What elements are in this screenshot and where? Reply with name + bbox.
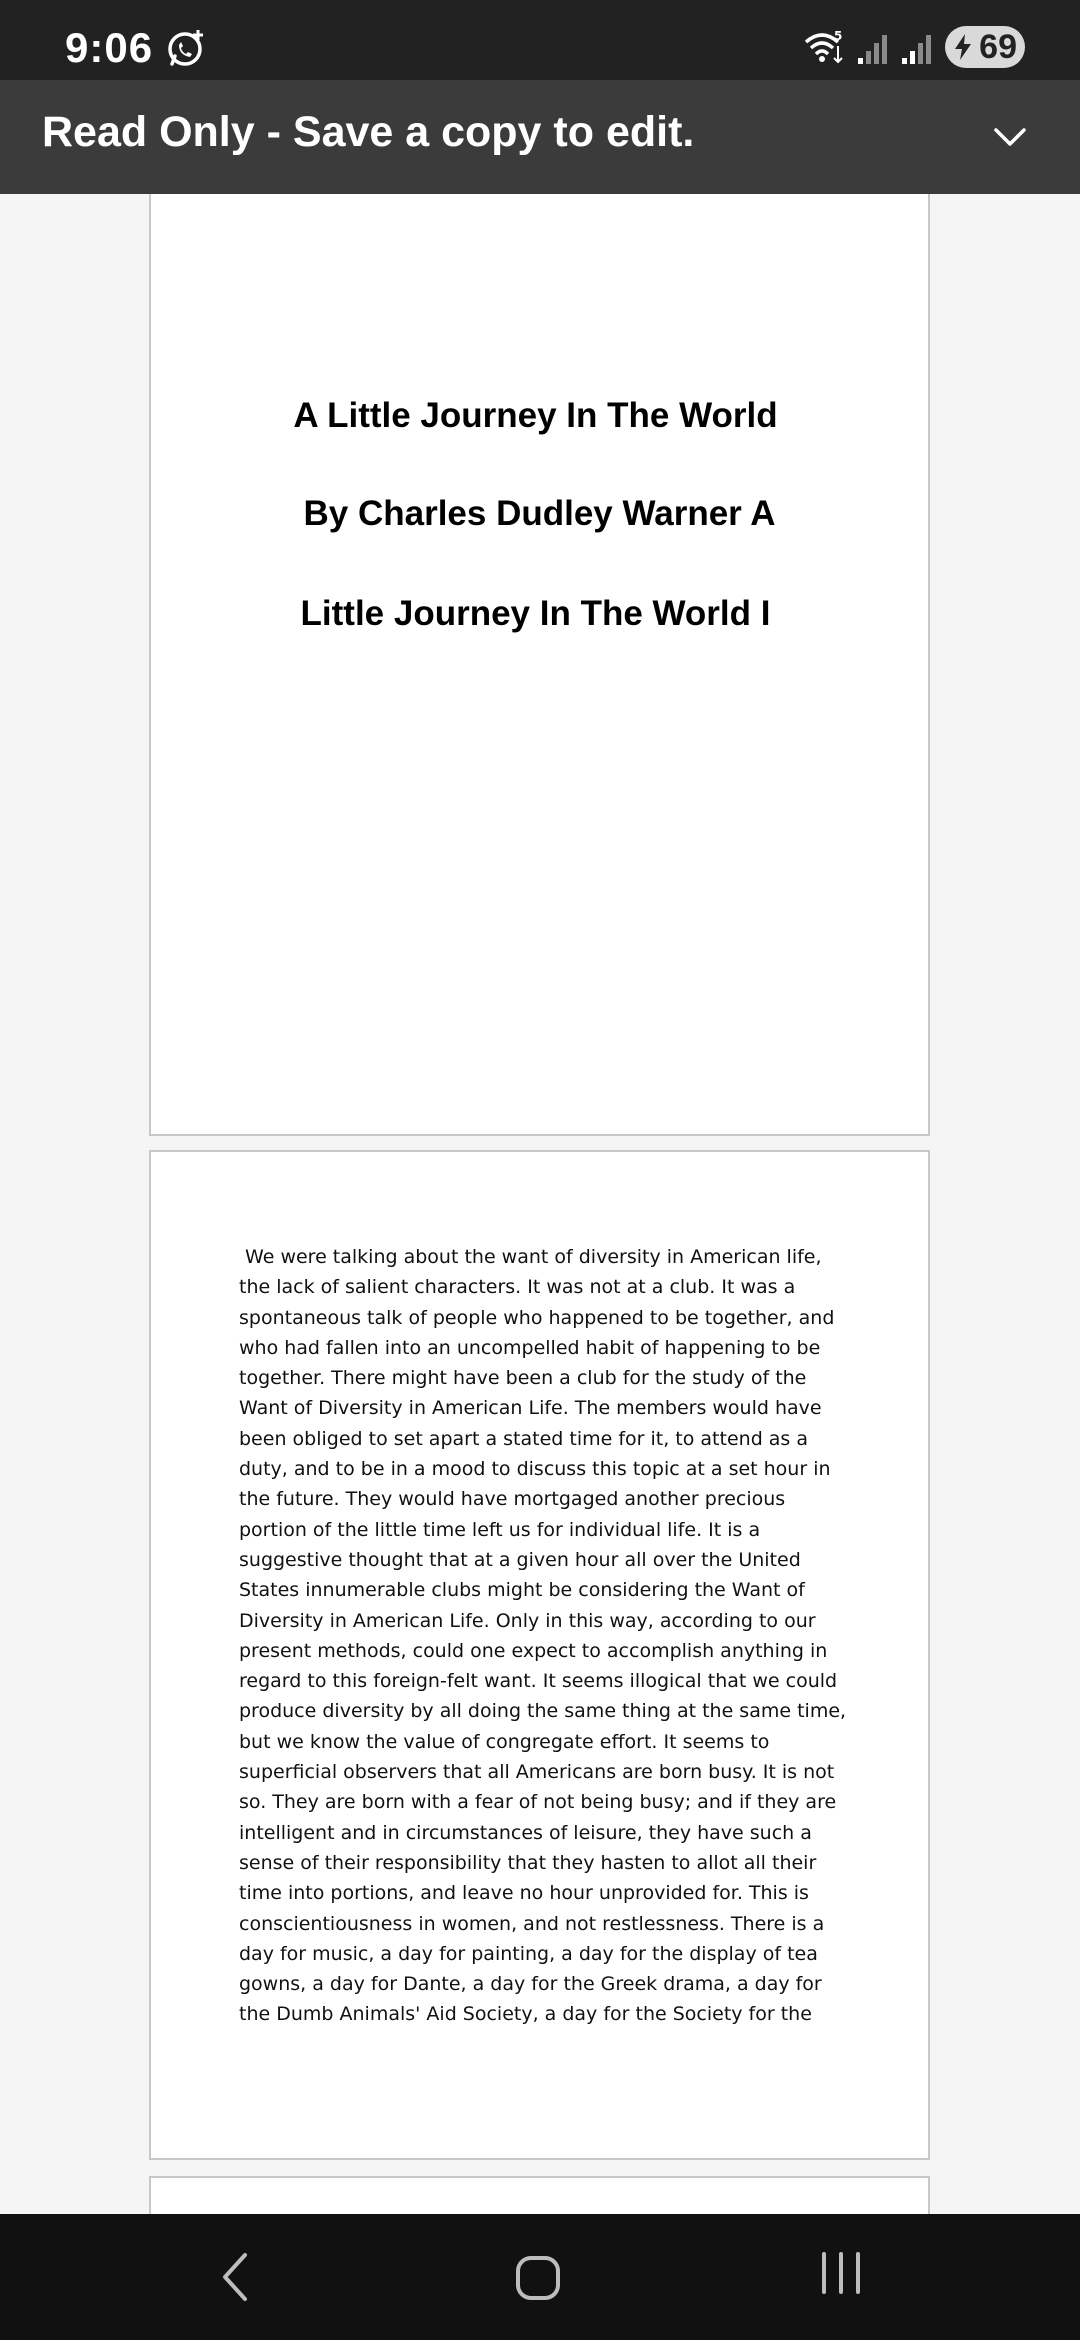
battery-indicator (945, 26, 1025, 68)
signal-icon (900, 32, 934, 66)
document-text-line: so. They are born with a fear of not being busy; and if they are (239, 1791, 837, 1814)
document-text-line: regard to this foreign-felt want. It seems illogical that we could (239, 1670, 838, 1693)
recents-icon[interactable] (818, 2250, 864, 2296)
read-only-banner (0, 80, 1080, 194)
document-text-line: States innumerable clubs might be considering the Want of (239, 1579, 805, 1602)
document-page (149, 194, 930, 1136)
document-text-line: gowns, a day for Dante, a day for the Greek drama, a day for (239, 1973, 822, 1996)
status-bar (0, 0, 1080, 80)
document-text-line: spontaneous talk of people who happened to be together, and (239, 1306, 835, 1329)
document-page (149, 1150, 930, 2160)
system-nav-bar (0, 2214, 1080, 2340)
document-title-line: A Little Journey In The World (293, 396, 778, 435)
document-text-line: the lack of salient characters. It was not at a club. It was a (239, 1276, 796, 1299)
whatsapp-icon (166, 28, 206, 68)
signal-icon (856, 32, 890, 66)
back-icon[interactable] (215, 2249, 255, 2305)
document-text-line: suggestive thought that at a given hour all over the United (239, 1548, 801, 1571)
document-text-line: conscientiousness in women, and not restlessness. There is a (239, 1912, 825, 1935)
document-text-line: but we know the value of congregate effort. It seems to (239, 1730, 770, 1753)
document-text-line: been obliged to set apart a stated time for it, to attend as a (239, 1427, 809, 1450)
svg-text:5: 5 (834, 29, 843, 43)
document-title-line: By Charles Dudley Warner A (303, 494, 776, 533)
status-time: 9:06 (65, 24, 154, 71)
document-text-line: the future. They would have mortgaged another precious (239, 1488, 786, 1511)
document-text-line: intelligent and in circumstances of leisure, they have such a (239, 1821, 812, 1844)
document-text-line: day for music, a day for painting, a day for the display of tea (239, 1942, 818, 1965)
document-text-line: together. There might have been a club for the study of the (239, 1367, 807, 1390)
document-title-line: Little Journey In The World I (300, 594, 771, 633)
document-body-text (239, 1242, 847, 2030)
document-viewer[interactable] (0, 194, 1080, 2214)
document-text-line: We were talking about the want of diversity in American life, (239, 1246, 822, 1268)
wifi-icon (804, 28, 848, 68)
document-text-line: who had fallen into an uncompelled habit of happening to be (239, 1336, 821, 1359)
document-text-line: portion of the little time left us for individual life. It is a (239, 1518, 761, 1541)
document-text-line: superficial observers that all Americans are born busy. It is not (239, 1761, 835, 1784)
document-text-line: the Dumb Animals' Aid Society, a day for the Society for the (239, 2003, 812, 2026)
document-text-line: duty, and to be in a mood to discuss this topic at a set hour in (239, 1458, 831, 1481)
home-icon[interactable] (514, 2254, 562, 2302)
document-text-line: sense of their responsibility that they hasten to allot all their (239, 1851, 817, 1874)
chevron-down-icon[interactable] (990, 120, 1030, 154)
document-text-line: Want of Diversity in American Life. The members would have (239, 1397, 822, 1420)
battery-level: 69 (979, 28, 1017, 66)
document-text-line: time into portions, and leave no hour unprovided for. This is (239, 1882, 809, 1905)
document-text-line: present methods, could one expect to accomplish anything in (239, 1639, 828, 1662)
document-page (149, 2176, 930, 2214)
document-text-line: Diversity in American Life. Only in this way, according to our (239, 1609, 816, 1632)
document-text-line: produce diversity by all doing the same thing at the same time, (239, 1700, 847, 1723)
read-only-message: Read Only - Save a copy to edit. (42, 108, 695, 156)
battery-charging-icon (953, 34, 973, 60)
